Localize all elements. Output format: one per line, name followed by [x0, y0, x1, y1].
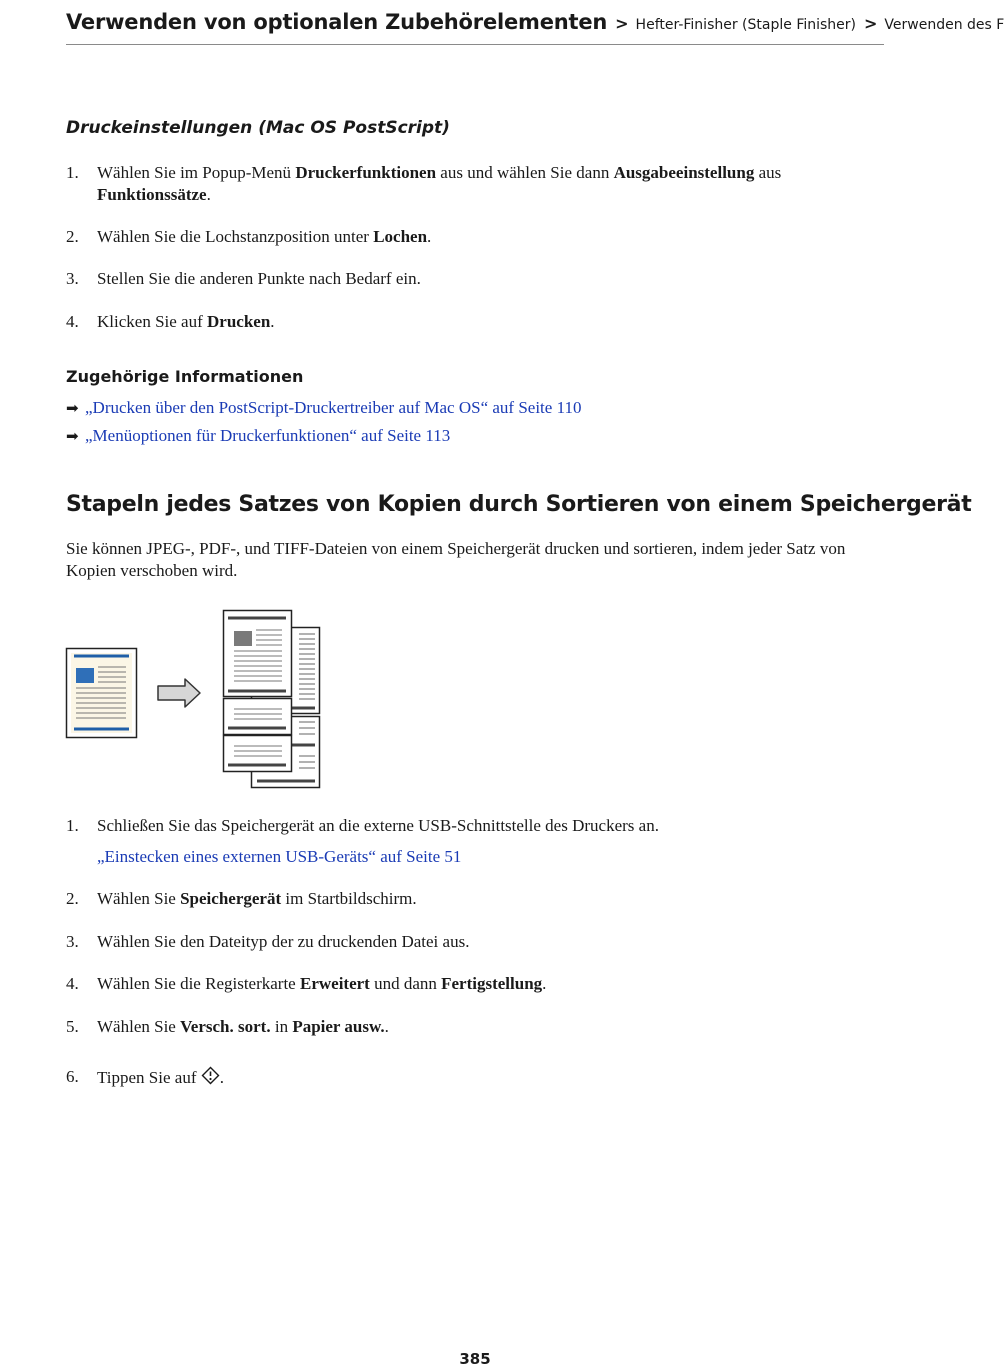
step-text: Wählen Sie Speichergerät im Startbildschirm. [97, 889, 417, 908]
step-number: 3. [66, 269, 79, 288]
intro-paragraph: Sie können JPEG-, PDF-, und TIFF-Dateien von einem Speichergerät drucken und sortieren, indem jeder Satz von Kopien verschoben wird. [66, 539, 846, 580]
related-link[interactable]: „Menüoptionen für Druckerfunktionen“ auf Seite 113 [85, 426, 451, 445]
subsection-heading: Druckeinstellungen (Mac OS PostScript) [66, 118, 450, 138]
step-number: 1. [66, 816, 79, 835]
step-text: Wählen Sie den Dateityp der zu druckenden Datei aus. [97, 932, 470, 951]
step-number: 4. [66, 974, 79, 993]
usb-device-link[interactable]: „Einstecken eines externen USB-Geräts“ auf Seite 51 [97, 847, 462, 866]
step-number: 6. [66, 1067, 79, 1086]
arrow-right-icon: ➡ [66, 399, 79, 417]
step-number: 4. [66, 312, 79, 331]
step-text: Wählen Sie Versch. sort. in Papier ausw.. [97, 1017, 389, 1036]
step-number: 5. [66, 1017, 79, 1036]
sorting-illustration [64, 606, 326, 792]
step-text: Wählen Sie die Registerkarte Erweitert und dann Fertigstellung. [97, 974, 547, 993]
section-heading: Stapeln jedes Satzes von Kopien durch Sortieren von einem Speichergerät [66, 492, 972, 517]
sorted-stack-icon [224, 611, 320, 788]
header-title: Verwenden von optionalen Zubehörelementen [66, 10, 608, 34]
related-link[interactable]: „Drucken über den PostScript-Druckertreiber auf Mac OS“ auf Seite 110 [85, 398, 582, 417]
step-number: 3. [66, 932, 79, 951]
breadcrumb-separator: > [615, 14, 629, 33]
related-info-heading: Zugehörige Informationen [66, 367, 304, 386]
step-number: 2. [66, 227, 79, 246]
step-text: Wählen Sie im Popup-Menü Druckerfunktionen aus und wählen Sie dann Ausgabeeinstellung aus Funktionssätze. [97, 163, 782, 204]
related-link-row [66, 425, 450, 447]
breadcrumb-separator: > [864, 14, 878, 33]
breadcrumb-item[interactable]: Hefter-Finisher (Staple Finisher) [635, 17, 856, 33]
page-header [66, 10, 1004, 45]
step-text: Klicken Sie auf Drucken. [97, 312, 275, 331]
step-text: Tippen Sie auf . [97, 1068, 224, 1087]
step-number: 1. [66, 163, 79, 182]
source-document-icon [67, 649, 137, 738]
page-number: 385 [459, 1350, 491, 1368]
step-text: Wählen Sie die Lochstanzposition unter Lochen. [97, 227, 432, 246]
breadcrumb-item[interactable]: Verwenden des F [884, 17, 1004, 33]
step-text: Schließen Sie das Speichergerät an die externe USB-Schnittstelle des Druckers an. [97, 816, 659, 835]
related-link-row [66, 397, 581, 419]
arrow-right-icon [158, 679, 200, 707]
step-number: 2. [66, 889, 79, 908]
arrow-right-icon: ➡ [66, 427, 79, 445]
step-text: Stellen Sie die anderen Punkte nach Bedarf ein. [97, 269, 421, 288]
start-diamond-icon [201, 1066, 220, 1085]
